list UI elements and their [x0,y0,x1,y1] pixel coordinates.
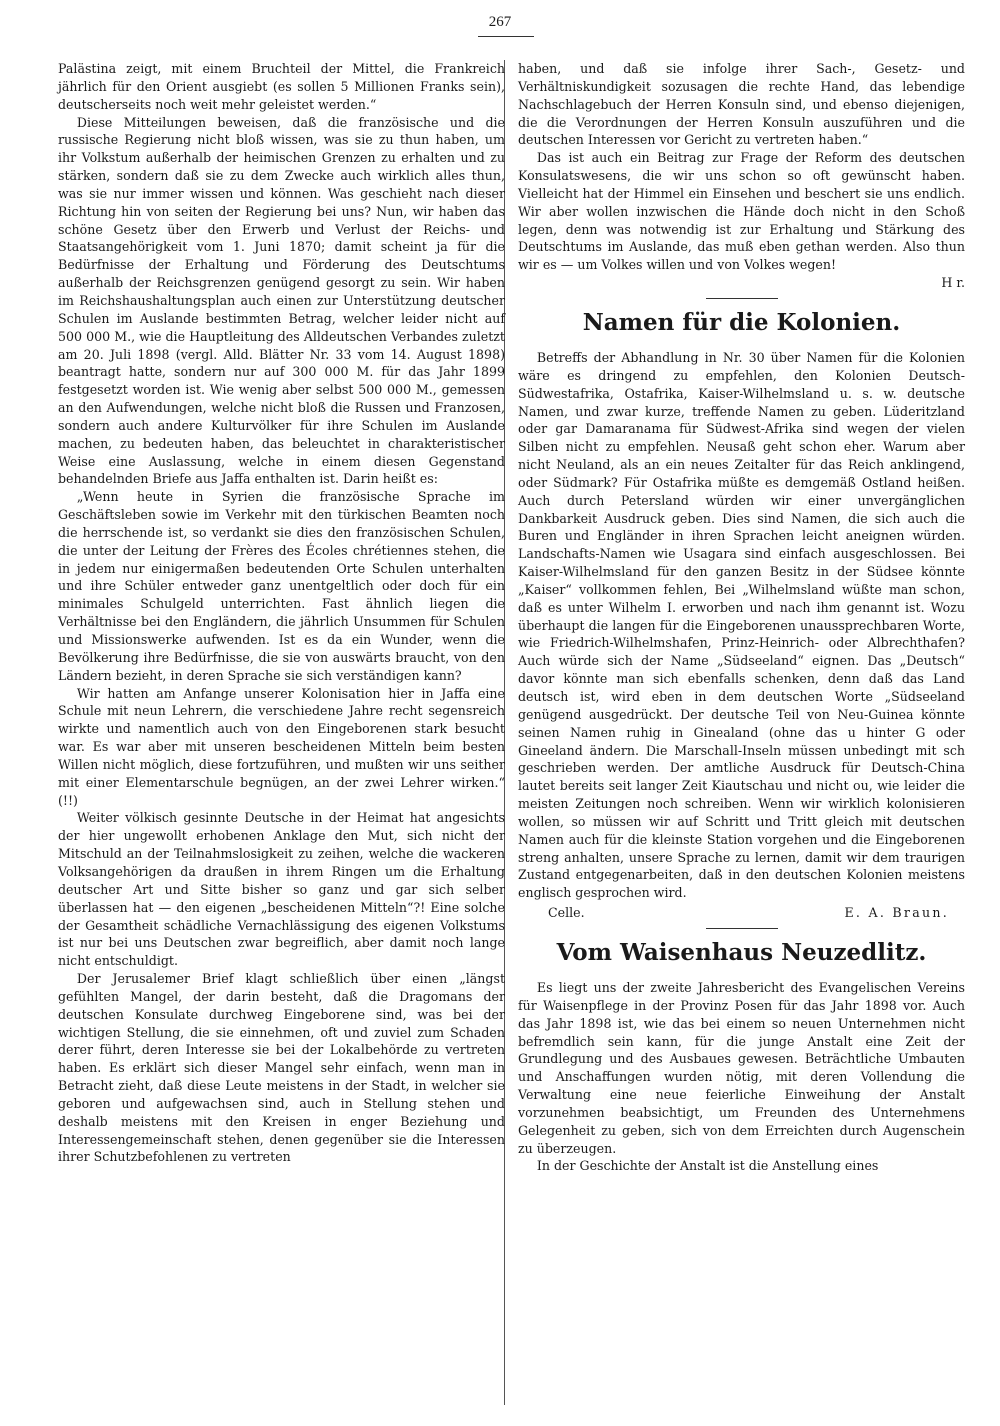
signature-place: Celle. [548,905,585,921]
paragraph: In der Geschichte der Anstalt ist die Anstellung eines [536,1158,879,1174]
article-title-kolonien: Namen für die Kolonien. [582,308,901,336]
paragraph: Betreffs der Abhandlung in Nr. 30 über Namen für die Kolonien wäre es dringend zu empfehlen, den Kolonien Deutsch-Südwestafrika, Ostafrika, Kaiser-Wilhelmsland u. s. w. deutsche Namen, und zwar kurze, treffende Namen zu geben. Lüderitzland oder gar Damaranama für Südwest-Afrika sind wegen der vielen Silben nicht zu empfehlen. Neusaß geht schon eher. Warum aber nicht Neuland, als an ein neues Zeitalter für das Reich anklingend, oder Südmark? Für Ostafrika müßte es demgemäß Ostland heißen. Auch durch Petersland würden wir einer unvergänglichen Dankbarkeit Ausdruck geben. Dies sind Namen, die sich auch die Buren und Engländer in ihren Sprachen leicht aneignen würden. Landschafts-Namen wie Usagara sind einfach ausgeschlossen. Bei Kaiser-Wilhelmsland für den ganzen Besitz in der Südsee könnte „Kaiser“ vollkommen fehlen, Bei „Wilhelmsland wüßte man schon, daß es unter Wilhelm I. erworben und nach ihm genannt ist. Wozu überhaupt die langen für die Eingeborenen unaussprechbaren Worte, wie Friedrich-Wilhelmshafen, Prinz-Heinrich- oder Albrechthafen? Auch würde sich der Name „Südseeland“ eignen. Das „Deutsch“ davor könnte man sich ebenfalls schenken, denn daß das Land deutsch ist, wird eben in dem deutschen Worte „Südseeland genügend ausgedrückt. Der deutsche Teil von Neu-Guinea könnte seinen Namen ruhig in Ginealand (ohne das u hinter G oder Gineeland ändern. Die Marschall-Inseln müssen unbedingt mit sch geschrieben werden. Der amtliche Ausdruck für Deutsch-China lautet bereits seit langer Zeit Kiautschau und nicht ou, wie leider die meisten Zeitungen noch schreiben. Wenn wir wirklich kolonisieren wollen, so müssen wir auf Schritt und Tritt gleich mit deutschen Namen auch für die kleinste Station vorgehen und die Eingeborenen streng anhalten, unsere Sprache zu lernen, damit wir dem traurigen Zustand entgegenarbeiten, daß in den deutschen Kolonien meistens englisch gesprochen wird. [518,349,965,901]
quote-paragraph: Wir hatten am Anfange unserer Kolonisation hier in Jaffa eine Schule mit neun Lehrern, die verschiedene Jahre recht segensreich wirkte und namentlich auch von den Eingeborenen stark besucht war. Es war aber mit unseren bescheidenen Mitteln beim besten Willen nicht möglich, diese fortzuführen, und mußten wir uns seither mit einer Elementarschule begnügen, an der zwei Lehrer wirken.“ (!!) [58,685,505,808]
quote-paragraph: „Wenn heute in Syrien die französische Sprache im Geschäftsleben sowie im Verkehr mit den türkischen Beamten noch die herrschende ist, so verdankt sie dies den französischen Schulen, die unter der Leitung der Frères des Écoles chrétiennes stehen, die in jedem nur einigermaßen bedeutenden Orte Schulen unterhalten und ihre Schüler entweder ganz unentgeltlich oder doch für ein minimales Schulgeld unterrichten. Fast ähnlich liegen die Verhältnisse bei den Engländern, die jährlich Unsummen für Schulen und Missionswerke aufwenden. Ist es da ein Wunder, wenn die Bevölkerung ihre Bedürfnisse, die sie von auswärts braucht, von den Ländern bezieht, in deren Sprache sie sich verständigen kann? [58,489,505,683]
paragraph: Der Jerusalemer Brief klagt schließlich über einen „längst gefühlten Mangel, der darin besteht, daß die Dragomans der deutschen Konsulate durchweg Eingeborene sind, was bei der wichtigen Stellung, die sie einnehmen, oft und zuviel zum Schaden derer führt, deren Interesse sie bei der Lokalbehörde zu vertreten haben. Es erklärt sich dieser Mangel sehr einfach, wenn man in Betracht zieht, daß diese Leute meistens in der Stadt, in welcher sie geboren und aufgewachsen sind, auch in Stellung stehen und deshalb meistens mit den Kreisen in enger Beziehung und Interessengemeinschaft stehen, denen gegenüber sie die Interessen ihrer Schutzbefohlenen zu vertreten [58,971,505,1165]
left-column [58,60,505,1166]
paragraph: Es liegt uns der zweite Jahresbericht des Evangelischen Vereins für Waisenpflege in der Provinz Posen für das Jahr 1898 vor. Auch das Jahr 1898 ist, wie das bei einem so neuen Unternehmen nicht befremdlich sein kann, für die junge Anstalt eine Zeit der Grundlegung und des Ausbaues gewesen. Beträchtliche Umbauten und Anschaffungen wurden nötig, mit deren Vollendung die Verwaltung eine neue feierliche Einweihung der Anstalt vorzunehmen beabsichtigt, um Freunden des Unternehmens Gelegenheit zu geben, sich von dem Erreichten durch Augenschein zu überzeugen. [518,979,965,1156]
paragraph: Diese Mitteilungen beweisen, daß die französische und die russische Regierung nicht bloß wissen, was sie zu thun haben, um ihr Volkstum außerhalb der heimischen Grenzen zu erhalten und zu stärken, sondern daß sie zu dem Zwecke auch wirklich alles thun, was sie nur immer wissen und können. Was geschieht nach dieser Richtung hin von seiten der Regierung bei uns? Nun, wir haben das schöne Gesetz über den Erwerb und Verlust der Reichs- und Staatsangehörigkeit vom 1. Juni 1870; damit scheint ja für die Bedürfnisse der Erhaltung und Förderung des Deutschtums außerhalb der Reichsgrenzen genügend gesorgt zu sein. Wir haben im Reichshaushaltungsplan auch einen zur Unterstützung deutscher Schulen im Auslande bestimmten Betrag, welcher leider nicht auf 500 000 M., wie die Hauptleitung des Alldeutschen Verbandes zuletzt am 20. Juli 1898 (vergl. Alld. Blätter Nr. 33 vom 14. August 1898) beantragt hatte, sondern nur auf 300 000 M. für das Jahr 1899 festgesetzt worden ist. Wie wenig aber selbst 500 000 M., gemessen an den Aufwendungen, welche nicht bloß die Russen und Franzosen, sondern auch andere Kulturvölker für ihre Schulen im Auslande machen, zu bedeuten haben, das beleuchtet in charakteristischer Weise eine Auslassung, welche in einem diesen Gegenstand behandelnden Briefe aus Jaffa enthalten ist. Darin heißt es: [58,114,505,487]
signature-initials: H r. [941,275,965,291]
paragraph: Palästina zeigt, mit einem Bruchteil der Mittel, die Frankreich jährlich für den Orient ausgiebt (es sollen 5 Millionen Franks sein), deutscherseits noch weit mehr geleistet werden.“ [58,61,505,112]
right-column [518,60,965,1175]
section-rule [706,928,778,929]
signature-author: E. A. Braun. [844,905,949,921]
paragraph: Das ist auch ein Beitrag zur Frage der Reform des deutschen Konsulatswesens, die wir uns schon so oft gewünscht haben. Vielleicht hat der Himmel ein Einsehen und beschert sie uns endlich. Wir aber wollen inzwischen die Hände doch nicht in den Schoß legen, denn was notwendig ist zur Erhaltung und Stärkung des Deutschtums im Auslande, das muß eben gethan werden. Also thun wir es — um Volkes willen und von Volkes wegen! [518,150,965,273]
signature-line [518,904,965,922]
article-title-waisenhaus: Vom Waisenhaus Neuzedlitz. [556,938,927,966]
paragraph: haben, und daß sie infolge ihrer Sach-, Gesetz- und Verhältniskundigkeit sozusagen die rechte Hand, das lebendige Nachschlagebuch der Herren Konsuln sind, und ebenso diejenigen, die die Verordnungen der Herren Konsuln auszuführen und die deutschen Interessen vor Gericht zu vertreten haben.“ [518,61,965,148]
paragraph: Weiter völkisch gesinnte Deutsche in der Heimat hat angesichts der hier ungewollt erhobenen Anklage den Mut, sich nicht der Mitschuld an der Teilnahmslosigkeit zu zeihen, welche die wackeren Volksangehörigen da draußen in ihrem Ringen um die Erhaltung deutscher Art und Sitte bisher so ganz und gar sich selber überlassen hat — den eigenen „bescheidenen Mitteln“?! Eine solche der Gesamtheit schädliche Vernachlässigung des eigenen Volkstums ist nur bei uns Deutschen zwar begreiflich, aber damit noch lange nicht entschuldigt. [58,810,505,969]
page-number: 267 [488,14,512,30]
section-rule [706,298,778,299]
page-number-rule [478,36,534,37]
